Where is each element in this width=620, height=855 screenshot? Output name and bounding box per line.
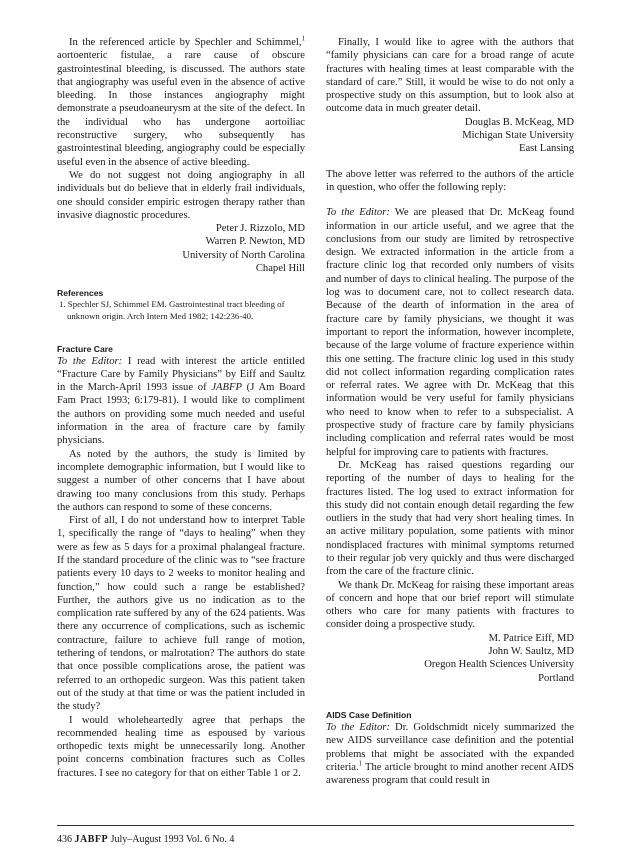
paragraph: We thank Dr. McKeag for raising these important areas of concern and hope that our brief report will stimulate others who care for many patients with fractures to consider doing a prospective study. bbox=[326, 579, 574, 631]
left-column bbox=[57, 36, 305, 780]
signature-affiliation: Michigan State University bbox=[462, 130, 574, 142]
signature-location: Chapel Hill bbox=[255, 263, 305, 275]
journal-name: JABFP bbox=[74, 834, 109, 845]
paragraph: I would wholeheartedly agree that perhaps the recommended healing time as espoused by various orthopedic texts might be unnecessarily long. Another point concerns combination fractures such as Colles fractures. I see no category for that on either Table 1 or 2. bbox=[57, 714, 305, 779]
signature-name: Douglas B. McKeag, MD bbox=[464, 116, 574, 128]
paragraph: Dr. McKeag has raised questions regarding our reporting of the number of days to healing for the fractures listed. The log used to extract information for this study did not contain enough detail regarding the few outliers in the study that had very short healing times. In an active military population, some patients with minor nondisplaced fractures with minimal symptoms returned to their regular job very quickly and thus were discharged from the care of the fracture clinic. bbox=[326, 459, 574, 578]
paragraph: To the Editor: Dr. Goldschmidt nicely summarized the new AIDS surveillance case definition and the potential problems that might be associated with the expanded criteria.$^1$ The article brought to mind another recent AIDS awareness program that could result in bbox=[326, 721, 574, 787]
page-footer bbox=[57, 834, 234, 846]
paragraph: First of all, I do not understand how to interpret Table 1, specifically the range of “days to healing” when they were as few as 5 days for a proximal phalangeal fracture. If the standard procedure of the clinic was to “see fracture patients every 10 days to 2 weeks to monitor healing and function,” how could such a range be established? Further, the authors give us no indication as to the complication rate suffered by any of the 624 patients. Was there any occurrence of complications, such as ischemic contracture, failure to achieve full range of motion, tethering of tendons, or malrotation? The authors do state that once possible complications arose, the patient was referred to an orthopedic surgeon. Was this patient taken out of the study at that time or was the patient included in the study? bbox=[57, 515, 305, 713]
references-heading: References bbox=[57, 288, 104, 299]
signature-name: Warren P. Newton, MD bbox=[205, 236, 305, 248]
paragraph: To the Editor: I read with interest the article entitled “Fracture Care by Family Physicians” by Eiff and Saultz in the March-April 1993 issue of JABFP (J Am Board Fam Pract 1993; 6:179-81). I would like to compliment the authors on providing some much needed and useful information in the area of fracture care by family physicians. bbox=[57, 355, 305, 447]
issue-info: July–August 1993 Vol. 6 No. 4 bbox=[110, 834, 235, 845]
signature-name: John W. Saultz, MD bbox=[488, 646, 574, 658]
section-heading-aids: AIDS Case Definition bbox=[326, 709, 412, 720]
editorial-note: The above letter was referred to the authors of the article in question, who offer the following reply: bbox=[326, 168, 574, 193]
paragraph: We do not suggest not doing angiography in all individuals but do believe that in elderly frail individuals, one should consider empiric estrogen therapy rather than invasive diagnostic procedures. bbox=[57, 169, 305, 221]
signature-affiliation: University of North Carolina bbox=[182, 249, 305, 261]
paragraph: Finally, I would like to agree with the authors that “family physicians can care for a broad range of acute fractures with healing times at least comparable with the standard of care.” Still, it would be wise to do not only a prospective study on this assumption, but to look also at outcome data in much greater detail. bbox=[326, 37, 574, 115]
right-column bbox=[326, 36, 574, 787]
paragraph: As noted by the authors, the study is limited by incomplete demographic information, but I would like to suggest a number of other concerns that I have about drawing too many conclusions from this study. Perhaps the authors can respond to some of these concerns. bbox=[57, 448, 305, 513]
page-number: 436 bbox=[57, 834, 72, 845]
section-heading-fracture-care: Fracture Care bbox=[57, 343, 113, 354]
paragraph: In the referenced article by Spechler and Schimmel,$^1$ aortoenteric fistulae, a rare cause of obscure gastrointestinal bleeding, is discussed. The authors state that angiography was useful even in the absence of active bleeding. In those instances angiography might demonstrate a pseudoaneurysm at the site of the defect. In the individual who has undergone aortoiliac reconstructive surgery, who subsequently has gastrointestinal bleeding, angiography could be especially useful even in the absence of active bleeding. bbox=[57, 34, 305, 168]
footer-divider bbox=[57, 825, 574, 826]
paragraph: To the Editor: We are pleased that Dr. McKeag found information in our article useful, and we agree that the conclusions from our study are limited by retrospective design. We extracted information in the article from a fracture clinic log that recorded only numbers of visits and number of days to clinical healing. The purpose of the log was to document care, not to collect research data. Because of the dearth of information in the area of fracture care by family physicians, we thought it was important to report the information, however incomplete, because of the large volume of fracture experience within this one setting. The fracture clinic log used in this study did not collect information regarding complication rates or referral rates. We agree with Dr. McKeag that this information would be very useful for family physicians who need to know when to refer to a subspecialist. A prospective study of fracture care by family physicians including complication and referral rates would be most helpful for improving care to patients with fractures. bbox=[326, 207, 574, 458]
signature-location: East Lansing bbox=[518, 143, 574, 155]
signature-affiliation: Oregon Health Sciences University bbox=[424, 659, 574, 671]
reference-item: 1. Spechler SJ, Schimmel EM. Gastrointestinal tract bleeding of unknown origin. Arch Intern Med 1982; 142:236-40. bbox=[59, 299, 285, 321]
signature-name: M. Patrice Eiff, MD bbox=[488, 632, 574, 644]
signature-name: Peter J. Rizzolo, MD bbox=[215, 223, 305, 235]
signature-location: Portland bbox=[538, 672, 574, 684]
